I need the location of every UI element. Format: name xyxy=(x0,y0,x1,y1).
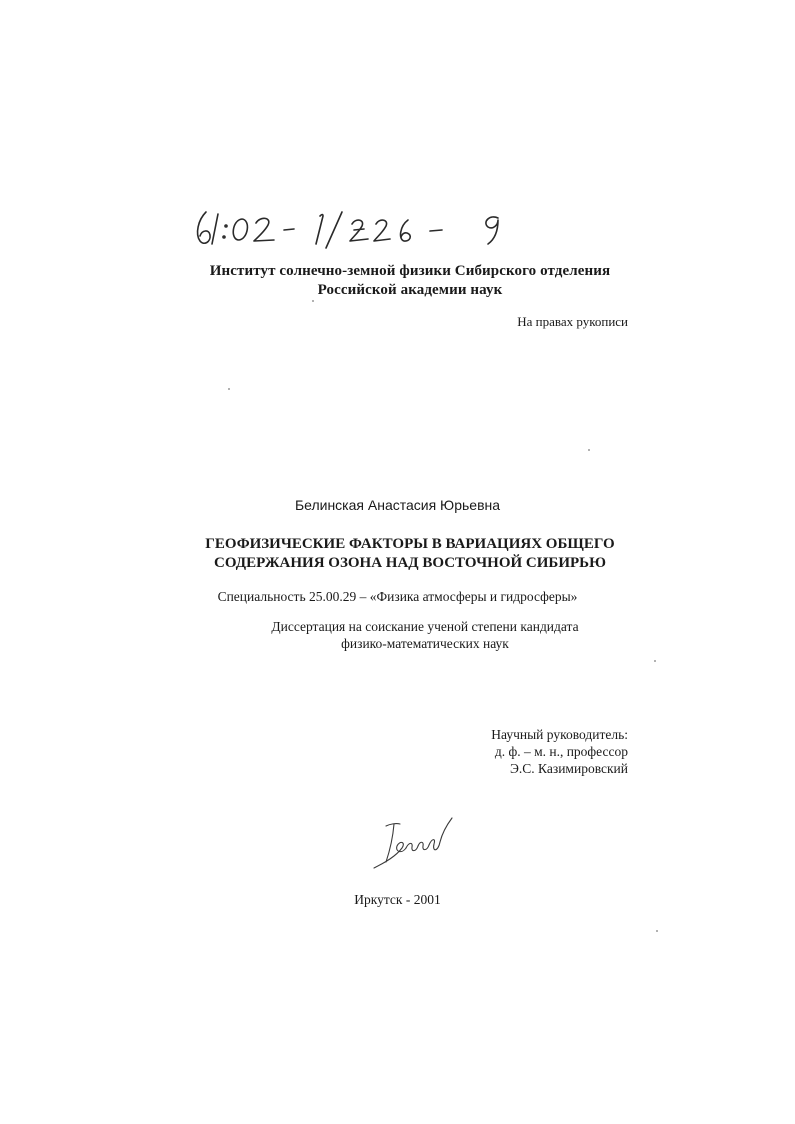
scan-speck xyxy=(228,388,230,390)
institution-line-2: Российской академии наук xyxy=(317,282,503,298)
scan-speck xyxy=(656,930,658,932)
supervisor-degree: д. ф. – м. н., профессор xyxy=(494,744,628,759)
scan-speck xyxy=(312,300,314,302)
supervisor-label: Научный руководитель: xyxy=(491,727,628,742)
thesis-title-line-1: ГЕОФИЗИЧЕСКИЕ ФАКТОРЫ В ВАРИАЦИЯХ ОБЩЕГО xyxy=(205,536,615,552)
scan-speck xyxy=(588,449,590,451)
thesis-title-line-2: СОДЕРЖАНИЯ ОЗОНА НАД ВОСТОЧНОЙ СИБИРЬЮ xyxy=(214,555,606,571)
degree-statement xyxy=(220,618,630,652)
handwritten-archive-code xyxy=(192,206,522,250)
thesis-title xyxy=(150,535,670,573)
institution-line-1: Институт солнечно-земной физики Сибирского отделения xyxy=(209,263,611,279)
supervisor-name: Э.С. Казимировский xyxy=(510,761,628,776)
manuscript-rights-note: На правах рукописи xyxy=(517,314,628,329)
scan-speck xyxy=(654,660,656,662)
degree-statement-line-2: физико-математических наук xyxy=(341,636,509,651)
handwritten-signature xyxy=(366,812,456,874)
degree-statement-line-1: Диссертация на соискание ученой степени кандидата xyxy=(271,619,579,634)
supervisor-block xyxy=(491,726,628,777)
author-name: Белинская Анастасия Юрьевна xyxy=(294,497,501,513)
city-and-year: Иркутск - 2001 xyxy=(354,892,441,907)
institution-name xyxy=(150,262,670,300)
speciality: Специальность 25.00.29 – «Физика атмосферы и гидросферы» xyxy=(217,589,578,604)
